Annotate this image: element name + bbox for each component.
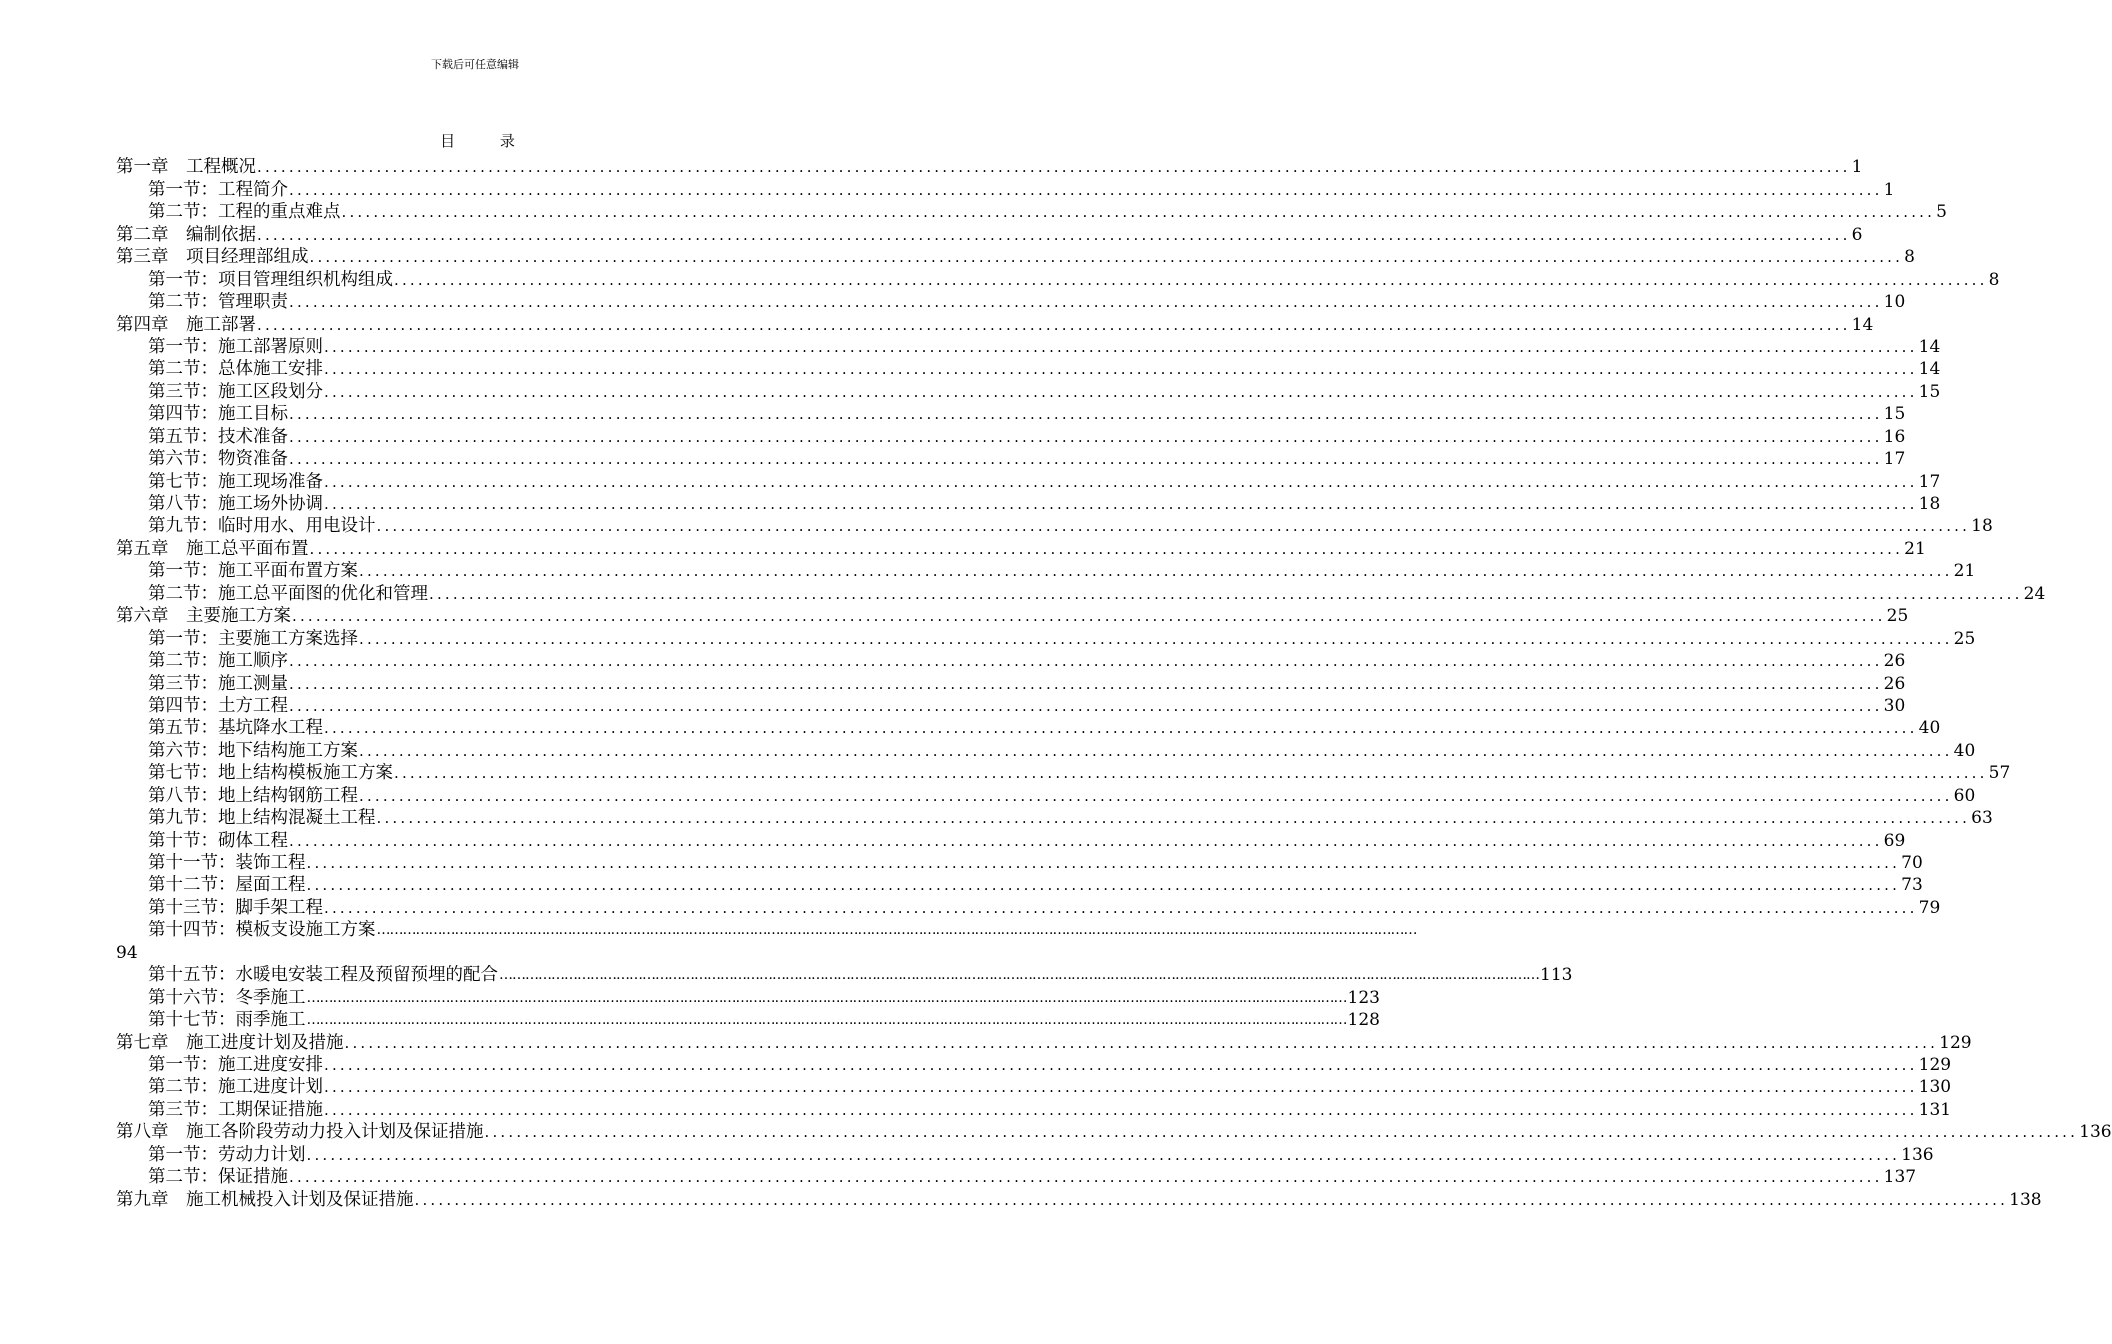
toc-entry-label: 第二节：施工顺序: [148, 651, 288, 672]
toc-section-entry[interactable]: [116, 357, 1941, 380]
toc-entry-label: 第十二节：屋面工程: [148, 875, 306, 896]
toc-chapter-entry[interactable]: [116, 312, 1874, 335]
toc-leader-dots: ……………………………………………………………………………………………………………………………………………………………………………………………………………………: [306, 1012, 1347, 1029]
toc-chapter-entry[interactable]: [116, 536, 1926, 559]
toc-leader-dots: ........................................................................................................................................................................................................: [429, 584, 2023, 603]
toc-entry-page: 24: [2023, 583, 2046, 604]
toc-section-entry[interactable]: [116, 1142, 1934, 1165]
toc-entry-page: 25: [1953, 628, 1976, 649]
toc-entry-label: 第十四节：模板支设施工方案: [148, 920, 376, 941]
toc-entry-page: 10: [1883, 292, 1906, 313]
toc-leader-dots: ........................................................................................................................................................................................................: [324, 719, 1918, 738]
toc-entry-page: 137: [1883, 1167, 1917, 1188]
toc-leader-dots: ........................................................................................................................................................................................................: [341, 203, 1936, 222]
toc-section-entry[interactable]: [116, 738, 1976, 761]
toc-section-entry[interactable]: [116, 335, 1941, 357]
toc-entry-page: 130: [1918, 1077, 1952, 1098]
toc-entry-label: 第五节：基坑降水工程: [148, 718, 323, 739]
toc-section-entry[interactable]: [116, 1075, 1952, 1098]
toc-section-entry[interactable]: [116, 177, 1895, 200]
toc-leader-dots: ........................................................................................................................................................................................................: [306, 854, 1901, 872]
toc-entry-page: 15: [1883, 404, 1906, 425]
toc-entry-label: 第一节：施工平面布置方案: [148, 561, 358, 582]
toc-entry-page: 18: [1918, 494, 1941, 514]
toc-section-entry[interactable]: [116, 469, 1941, 492]
toc-entry-page: 6: [1851, 224, 1863, 245]
toc-leader-dots: ........................................................................................................................................................................................................: [306, 1145, 1901, 1164]
toc-entry-label: 第一节：施工部署原则: [148, 336, 323, 357]
toc-leader-dots: ……………………………………………………………………………………………………………………………………………………………………………………………………………………: [376, 922, 1417, 939]
toc-section-entry[interactable]: [116, 626, 1976, 649]
toc-entry-label: 第二章 编制依据: [116, 224, 256, 245]
toc-entry-page: 8: [1988, 269, 2000, 290]
toc-entry-page: 63: [1971, 808, 1993, 829]
toc-leader-dots: ........................................................................................................................................................................................................: [394, 764, 1988, 783]
toc-entry-page: 8: [1904, 247, 1915, 268]
toc-section-entry[interactable]: [116, 290, 1906, 313]
toc-title: 目 录: [440, 132, 535, 150]
toc-entry-page: 131: [1918, 1099, 1952, 1120]
toc-entry-page: 21: [1953, 561, 1976, 582]
toc-section-entry[interactable]: [116, 581, 2046, 604]
toc-section-entry[interactable]: [116, 851, 1923, 873]
toc-section-entry[interactable]: [116, 1165, 1917, 1188]
toc-chapter-entry[interactable]: [116, 1120, 2112, 1143]
toc-entry-label: 第九章 施工机械投入计划及保证措施: [116, 1189, 414, 1210]
toc-entry-label: 第一节：施工进度安排: [148, 1054, 323, 1075]
toc-section-entry[interactable]: [116, 559, 1976, 582]
toc-entry-page: 94: [116, 942, 138, 963]
toc-section-entry[interactable]: [116, 1008, 1380, 1031]
toc-entry-page: 73: [1901, 875, 1923, 896]
toc-leader-dots: ........................................................................................................................................................................................................: [324, 360, 1918, 379]
toc-leader-dots: ........................................................................................................................................................................................................: [289, 652, 1883, 671]
toc-section-entry[interactable]: [116, 447, 1906, 470]
toc-entry-label: 第三章 项目经理部组成: [116, 247, 309, 268]
toc-entry-page: 1: [1883, 179, 1895, 200]
toc-section-entry[interactable]: [116, 716, 1941, 739]
toc-entry-page: 14: [1851, 314, 1874, 335]
toc-entry-page: 129: [1939, 1032, 1972, 1053]
toc-leader-dots: ........................................................................................................................................................................................................: [359, 786, 1953, 805]
toc-entry-label: 第二节：工程的重点难点: [148, 202, 341, 223]
toc-entry-label: 第七章 施工进度计划及措施: [116, 1032, 344, 1053]
toc-entry-label: 第二节：总体施工安排: [148, 359, 323, 380]
toc-entry-label: 第六节：地下结构施工方案: [148, 740, 358, 761]
toc-wrapped-page-line: [116, 940, 858, 962]
toc-section-entry[interactable]: [116, 671, 1906, 694]
toc-leader-dots: ........................................................................................................................................................................................................: [344, 1033, 1939, 1052]
toc-leader-dots: ........................................................................................................................................................................................................: [324, 472, 1918, 491]
page-header: 下载后可任意编辑: [431, 58, 519, 71]
toc-entry-label: 第九节：临时用水、用电设计: [148, 516, 376, 537]
toc-entry-label: 第二节：保证措施: [148, 1167, 288, 1188]
toc-entry-page: 18: [1971, 516, 1993, 537]
toc-section-entry[interactable]: [116, 649, 1906, 672]
toc-section-entry[interactable]: [116, 200, 1947, 223]
toc-entry-page: 14: [1918, 336, 1941, 357]
toc-leader-dots: ........................................................................................................................................................................................................: [376, 809, 1971, 828]
toc-entry-page: 113: [1540, 965, 1573, 986]
toc-leader-dots: ........................................................................................................................................................................................................: [414, 1190, 2009, 1209]
toc-entry-label: 第十节：砌体工程: [148, 830, 288, 851]
toc-entry-page: 70: [1901, 853, 1923, 873]
toc-section-entry[interactable]: [116, 267, 2000, 290]
toc-chapter-entry[interactable]: [116, 245, 1915, 268]
toc-section-entry[interactable]: [116, 379, 1941, 402]
toc-section-entry[interactable]: [116, 694, 1906, 716]
toc-entry-label: 第十五节：水暖电安装工程及预留预埋的配合: [148, 965, 498, 986]
toc-section-entry[interactable]: [116, 828, 1906, 851]
toc-leader-dots: ........................................................................................................................................................................................................: [309, 539, 1904, 558]
table-of-contents: [116, 155, 2112, 1210]
toc-section-entry[interactable]: [116, 492, 1941, 514]
toc-entry-page: 15: [1918, 381, 1941, 402]
toc-entry-page: 136: [1901, 1144, 1934, 1165]
toc-leader-dots: ……………………………………………………………………………………………………………………………………………………………………………………………………………………: [306, 989, 1347, 1006]
toc-entry-page: 17: [1918, 471, 1941, 492]
toc-leader-dots: ........................................................................................................................................................................................................: [289, 180, 1883, 199]
toc-leader-dots: ........................................................................................................................................................................................................: [289, 831, 1883, 850]
toc-leader-dots: ........................................................................................................................................................................................................: [289, 450, 1883, 469]
toc-entry-page: 123: [1347, 987, 1380, 1008]
toc-entry-label: 第八节：施工场外协调: [148, 494, 323, 514]
toc-leader-dots: ........................................................................................................................................................................................................: [289, 293, 1883, 312]
toc-section-entry[interactable]: [116, 424, 1906, 447]
toc-leader-dots: ........................................................................................................................................................................................................: [309, 248, 1904, 267]
toc-leader-dots: ........................................................................................................................................................................................................: [359, 741, 1953, 760]
toc-entry-label: 第四章 施工部署: [116, 314, 256, 335]
toc-entry-label: 第十七节：雨季施工: [148, 1010, 306, 1031]
toc-section-entry[interactable]: [116, 402, 1906, 425]
toc-leader-dots: ........................................................................................................................................................................................................: [306, 876, 1901, 895]
toc-entry-label: 第九节：地上结构混凝土工程: [148, 808, 376, 829]
toc-leader-dots: ........................................................................................................................................................................................................: [289, 674, 1883, 693]
toc-entry-label: 第二节：施工进度计划: [148, 1077, 323, 1098]
toc-leader-dots: ........................................................................................................................................................................................................: [394, 270, 1988, 289]
toc-entry-label: 第三节：工期保证措施: [148, 1099, 323, 1120]
toc-leader-dots: ........................................................................................................................................................................................................: [257, 225, 1851, 244]
toc-leader-dots: ........................................................................................................................................................................................................: [289, 1168, 1883, 1187]
toc-section-entry[interactable]: [116, 806, 1993, 829]
toc-leader-dots: ........................................................................................................................................................................................................: [257, 315, 1851, 334]
toc-entry-label: 第五章 施工总平面布置: [116, 538, 309, 559]
toc-entry-page: 30: [1883, 695, 1906, 716]
toc-entry-label: 第七节：地上结构模板施工方案: [148, 763, 393, 784]
toc-leader-dots: ……………………………………………………………………………………………………………………………………………………………………………………………………………………: [499, 967, 1539, 984]
toc-entry-label: 第二节：施工总平面图的优化和管理: [148, 583, 428, 604]
toc-entry-page: 40: [1918, 718, 1941, 739]
toc-entry-label: 第三节：施工区段划分: [148, 381, 323, 402]
toc-entry-page: 79: [1918, 897, 1941, 918]
toc-entry-page: 138: [2009, 1189, 2042, 1210]
toc-entry-page: 136: [2079, 1122, 2112, 1143]
toc-leader-dots: ........................................................................................................................................................................................................: [324, 382, 1918, 401]
toc-entry-label: 第一节：主要施工方案选择: [148, 628, 358, 649]
toc-entry-page: 69: [1883, 830, 1906, 851]
toc-entry-page: 57: [1988, 763, 2011, 784]
toc-leader-dots: ........................................................................................................................................................................................................: [257, 158, 1851, 177]
toc-entry-label: 第一节：工程简介: [148, 179, 288, 200]
toc-entry-label: 第四节：土方工程: [148, 695, 288, 716]
toc-section-entry[interactable]: [116, 783, 1976, 806]
toc-leader-dots: ........................................................................................................................................................................................................: [324, 898, 1918, 917]
toc-entry-label: 第十三节：脚手架工程: [148, 897, 323, 918]
toc-entry-label: 第五节：技术准备: [148, 426, 288, 447]
toc-entry-page: 14: [1918, 359, 1941, 380]
toc-leader-dots: ........................................................................................................................................................................................................: [289, 696, 1883, 715]
toc-section-entry[interactable]: [116, 895, 1941, 918]
toc-entry-label: 第八节：地上结构钢筋工程: [148, 785, 358, 806]
toc-entry-page: 25: [1886, 606, 1909, 627]
toc-entry-label: 第六节：物资准备: [148, 449, 288, 470]
toc-entry-page: 21: [1904, 538, 1926, 559]
toc-section-entry[interactable]: [116, 873, 1923, 896]
toc-entry-page: 26: [1883, 651, 1906, 672]
toc-section-entry[interactable]: [116, 1097, 1952, 1120]
toc-leader-dots: ........................................................................................................................................................................................................: [376, 517, 1971, 536]
toc-entry-page: 129: [1918, 1054, 1952, 1075]
toc-section-entry[interactable]: [116, 985, 1380, 1008]
toc-section-entry[interactable]: [116, 1053, 1952, 1075]
toc-chapter-entry[interactable]: [116, 222, 1863, 245]
toc-entry-page: 1: [1851, 157, 1863, 178]
toc-leader-dots: ........................................................................................................................................................................................................: [359, 562, 1953, 581]
toc-chapter-entry[interactable]: [116, 1187, 2042, 1210]
toc-entry-label: 第四节：施工目标: [148, 404, 288, 425]
toc-entry-page: 26: [1883, 673, 1906, 694]
toc-entry-label: 第二节：管理职责: [148, 292, 288, 313]
toc-leader-dots: ........................................................................................................................................................................................................: [324, 1055, 1918, 1074]
toc-entry-label: 第一节：项目管理组织机构组成: [148, 269, 393, 290]
toc-entry-page: 128: [1347, 1010, 1380, 1031]
toc-leader-dots: ........................................................................................................................................................................................................: [324, 1100, 1918, 1119]
toc-section-entry[interactable]: [116, 761, 2011, 784]
toc-leader-dots: ........................................................................................................................................................................................................: [324, 1078, 1918, 1097]
toc-entry-label: 第一章 工程概况: [116, 157, 256, 178]
toc-section-entry[interactable]: [116, 918, 1417, 941]
toc-entry-label: 第三节：施工测量: [148, 673, 288, 694]
toc-leader-dots: ........................................................................................................................................................................................................: [289, 405, 1883, 424]
toc-leader-dots: ........................................................................................................................................................................................................: [484, 1123, 2079, 1142]
toc-entry-page: 17: [1883, 449, 1906, 470]
toc-chapter-entry[interactable]: [116, 155, 1863, 178]
toc-entry-page: 40: [1953, 740, 1976, 761]
toc-entry-label: 第十六节：冬季施工: [148, 987, 306, 1008]
toc-entry-page: 5: [1936, 202, 1947, 223]
toc-leader-dots: ........................................................................................................................................................................................................: [289, 427, 1883, 446]
toc-section-entry[interactable]: [116, 963, 1573, 986]
toc-entry-label: 第六章 主要施工方案: [116, 606, 291, 627]
toc-section-entry[interactable]: [116, 514, 1993, 537]
toc-chapter-entry[interactable]: [116, 604, 1909, 627]
toc-entry-page: 16: [1883, 426, 1906, 447]
toc-leader-dots: ........................................................................................................................................................................................................: [324, 337, 1918, 356]
toc-entry-label: 第七节：施工现场准备: [148, 471, 323, 492]
toc-entry-page: 60: [1953, 785, 1976, 806]
toc-chapter-entry[interactable]: [116, 1030, 1972, 1053]
toc-leader-dots: ........................................................................................................................................................................................................: [359, 629, 1953, 648]
toc-leader-dots: ........................................................................................................................................................................................................: [324, 495, 1918, 513]
toc-entry-label: 第一节：劳动力计划: [148, 1144, 306, 1165]
toc-entry-label: 第十一节：装饰工程: [148, 853, 306, 873]
toc-entry-label: 第八章 施工各阶段劳动力投入计划及保证措施: [116, 1122, 484, 1143]
toc-leader-dots: ........................................................................................................................................................................................................: [292, 607, 1886, 626]
